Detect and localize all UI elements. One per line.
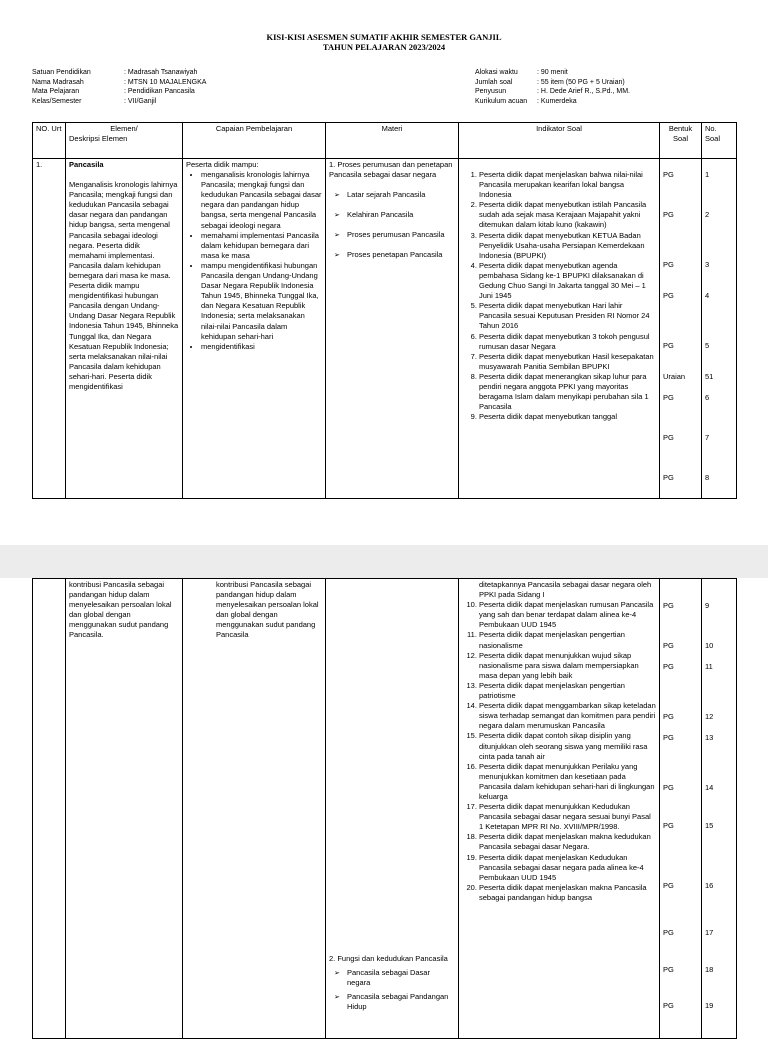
nosoal-value: 10 [705,641,714,650]
header-capaian: Capaian Pembelajaran [183,123,326,159]
indikator-item: 5. Peserta didik dapat menyebutkan Hari lahir Pancasila sesuai Keputusan Presiden RI Nomor 24 Tahun 2016 [479,301,656,331]
bentuk-value: Uraian [663,372,686,382]
indikator-item: 7. Peserta didik dapat menyebutkan Hasil kesepakatan musyawarah Panitia Sembilan BPUPKI [479,352,656,372]
bentuk-cell [660,579,702,1039]
indikator-continued: ditetapkannya Pancasila sebagai dasar negara oleh PPKI pada Sidang I [479,580,652,600]
nosoal-value: 12 [705,712,714,721]
nosoal-value: 16 [705,881,714,890]
meta-left [32,68,206,106]
indikator-item: 4. Peserta didik dapat menyebutkan agenda pembahasa Sidang ke-1 BPUPKI dilaksanakan di Gedung Chuo Sangi In Jakarta tanggal 30 Mei – 1 Juni 1945 [479,261,656,301]
meta-label: Jumlah soal [475,78,513,86]
bentuk-value: PG [663,662,674,671]
materi-cell [326,159,459,499]
materi-cell [326,579,459,1039]
meta-value: : Kumerdeka [537,97,577,105]
materi-item: ➢ Pancasila sebagai Pandangan Hidup [347,992,455,1012]
header-elemen [66,123,183,159]
indikator-cell [459,579,660,1039]
nosoal-value: 11 [705,662,713,671]
bentuk-value: PG [663,210,674,220]
meta-value: : MTSN 10 MAJALENGKA [124,78,207,86]
bentuk-value: PG [663,965,674,974]
capaian-item: • menganalisis kronologis lahirnya Pancasila; mengkaji fungsi dan kedudukan Pancasila sebagai dasar negara dan pandangan hidup bangsa, serta mengenal Pancasila sebagai ideologi negara [201,170,322,231]
indikator-item: 11. Peserta didik dapat menjelaskan pengertian nasionalisme [479,630,656,650]
row-number: 1. [33,159,66,499]
meta-label: Kelas/Semester [32,97,82,105]
header-indikator: Indikator Soal [459,123,660,159]
bentuk-value: PG [663,433,674,443]
bentuk-value: PG [663,783,674,792]
indikator-item: 16. Peserta didik dapat menunjukkan Perilaku yang menunjukkan komitmen dan kesetiaan pada Pancasila dalam kehidupan sehari-hari di lingkungan keluarga [479,762,656,802]
bentuk-value: PG [663,170,674,180]
nosoal-cell [702,159,737,499]
indikator-item: 10. Peserta didik dapat menjelaskan rumusan Pancasila yang sah dan benar terdapat dalam alinea ke-4 Pembukaan UUD 1945 [479,600,656,630]
header-bentuk: Bentuk Soal [660,123,702,159]
meta-label: Satuan Pendidikan [32,69,91,76]
nosoal-value: 9 [705,601,710,610]
bentuk-value: PG [663,393,674,403]
nosoal-cell [702,579,737,1039]
indikator-item: 13. Peserta didik dapat menjelaskan pengertian patriotisme [479,681,656,701]
elemen-title: Pancasila [69,160,104,169]
table-row [33,579,737,1039]
elemen-cell [66,159,183,499]
indikator-cell [459,159,660,499]
bentuk-value: PG [663,1001,674,1010]
meta-value: : 90 menit [537,69,568,76]
materi-item: ➢ Pancasila sebagai Dasar negara [347,968,455,988]
nosoal-value: 7 [705,433,710,443]
nosoal-value: 6 [705,393,710,403]
bentuk-value: PG [663,341,674,351]
capaian-item: • mengidentifikasi [201,342,322,352]
indikator-item: 19. Peserta didik dapat menjelaskan Kedudukan Pancasila sebagai dasar negara pada alinea ke-4 Pembukaan UUD 1945 [479,853,656,883]
capaian-item: • memahami implementasi Pancasila dalam kehidupan bernegara dari masa ke masa [201,231,322,261]
indikator-item: 8. Peserta didik dapat menerangkan sikap luhur para pendiri negara anggota PPKI yang mayoritas beragama Islam dalam menyikapi perubahan sila 1 Pancasila [479,372,656,412]
meta-label: Kurikulum acuan [475,97,528,105]
meta-right [475,68,630,106]
materi-item: ➢ Kelahiran Pancasila [347,210,455,220]
indikator-item: 14. Peserta didik dapat menggambarkan sikap keteladan siswa terhadap semangat dan komitmen para pendiri negara dalam merumuskan Pancasila [479,701,656,731]
nosoal-value: 2 [705,210,710,220]
elemen-description: kontribusi Pancasila sebagai pandangan hidup dalam menyelesaikan persoalan lokal dan global dengan menggunakan sudut pandang Pancasila. [69,580,172,640]
document-subtitle: TAHUN PELAJARAN 2023/2024 [322,42,446,52]
bentuk-value: PG [663,821,674,830]
nosoal-value: 17 [705,928,714,937]
capaian-intro: Peserta didik mampu: [186,160,259,169]
indikator-item: 1. Peserta didik dapat menjelaskan bahwa nilai-nilai Pancasila merupakan kearifan lokal bangsa Indonesia [479,170,656,200]
materi-title: 1. Proses perumusan dan penetapan Pancasila sebagai dasar negara [329,160,453,180]
bentuk-value: PG [663,928,674,937]
header-materi: Materi [326,123,459,159]
meta-value: : 55 item (50 PG + 5 Uraian) [537,78,625,86]
elemen-cell [66,579,183,1039]
bentuk-cell [660,159,702,499]
nosoal-value: 1 [705,170,710,180]
materi-item: ➢ Proses perumusan Pancasila [347,230,455,240]
indikator-item: 20. Peserta didik dapat menjelaskan makna Pancasila sebagai pandangan hidup bangsa [479,883,656,903]
indikator-item: 3. Peserta didik dapat menyebutkan KETUA Badan Penyelidik Usaha-usaha Persiapan Kemerdekaan Indonesia (BPUPKI) [479,231,656,261]
materi-title: 2. Fungsi dan kedudukan Pancasila [329,954,448,963]
page-gap [0,545,768,578]
table-row [33,159,737,499]
capaian-cell [183,159,326,499]
indikator-item: 9. Peserta didik dapat menyebutkan tanggal [479,412,656,422]
nosoal-value: 15 [705,821,714,830]
capaian-cell [183,579,326,1039]
indikator-item: 6. Peserta didik dapat menyebutkan 3 tokoh pengusul rumusan dasar Negara [479,332,656,352]
meta-label: Mata Pelajaran [32,88,80,96]
kisi-table-page-2 [32,578,737,1039]
header-elemen-line2: Deskripsi Elemen [69,134,128,144]
indikator-item: 15. Peserta didik dapat contoh sikap disiplin yang ditunjukkan oleh seorang siswa yang memiliki rasa cinta pada tanah air [479,731,656,761]
indikator-item: 17. Peserta didik dapat menunjukkan Kedudukan Pancasila sebagai dasar negara sesuai bunyi Pasal 1 Ketetapan MPR RI No. XVIII/MPR/1998. [479,802,656,832]
capaian-description: kontribusi Pancasila sebagai pandangan hidup dalam menyelesaikan persoalan lokal dan global dengan menggunakan sudut pandang Pancasila [216,580,319,640]
elemen-description: Menganalisis kronologis lahirnya Pancasila; mengkaji fungsi dan kedudukan Pancasila sebagai dasar negara dan pandangan hidup bangsa, serta mengenal Pancasila sebagai ideologi negara. Peserta didik memahami implementasi. Pancasila dalam kehidupan bernegara dari masa ke masa. Peserta didik mampu mengidentifikasi hubungan Pancasila dengan Undang-Undang Dasar Negara Republik Indonesia Tahun 1945, Bhinneka Tunggal Ika, dan Negara Kesatuan Republik Indonesia; serta melaksanakan nilai-nilai Pancasila dalam kehidupan sehari-hari. Peserta didik mengidentifikasi [69,180,179,391]
nosoal-value: 8 [705,473,710,483]
meta-value: : VII/Ganjil [124,97,157,105]
bentuk-value: PG [663,733,674,742]
header-elemen-line1: Elemen/ [110,124,138,133]
row-number [33,579,66,1039]
meta-label: Penyusun [475,88,507,96]
bentuk-value: PG [663,641,674,650]
indikator-item: 2. Peserta didik dapat menyebutkan istilah Pancasila sudah ada sejak masa Kerajaan Majapahit yakni ditemukan dalam kitab kuno (kakawin) [479,200,656,230]
nosoal-value: 3 [705,260,710,270]
document-title: KISI-KISI ASESMEN SUMATIF AKHIR SEMESTER GANJIL [266,32,502,42]
materi-item: ➢ Latar sejarah Pancasila [347,190,455,200]
nosoal-value: 51 [705,372,714,382]
materi-item: ➢ Proses penetapan Pancasila [347,250,455,260]
meta-value: : H. Dede Arief R., S.Pd., MM. [537,88,630,96]
meta-value: : Pendidikan Pancasila [124,88,195,96]
nosoal-value: 13 [705,733,714,742]
bentuk-value: PG [663,291,674,301]
bentuk-value: PG [663,473,674,483]
nosoal-value: 5 [705,341,710,351]
indikator-item: 18. Peserta didik dapat menjelaskan makna kedudukan Pancasila sebagai dasar Negara. [479,832,656,852]
nosoal-value: 19 [705,1001,714,1010]
bentuk-value: PG [663,712,674,721]
meta-value: : Madrasah Tsanawiyah [124,69,198,76]
kisi-table-page-1 [32,122,737,499]
document-page-2 [0,578,768,1024]
table-header-row [33,123,737,159]
meta-label: Nama Madrasah [32,78,84,86]
bentuk-value: PG [663,601,674,610]
indikator-item: 12. Peserta didik dapat menunjukkan wujud sikap nasionalisme para siswa dalam mempersiapkan masa depan yang lebih baik [479,651,656,681]
nosoal-value: 4 [705,291,710,301]
nosoal-value: 18 [705,965,714,974]
nosoal-value: 14 [705,783,714,792]
bentuk-value: PG [663,881,674,890]
bentuk-value: PG [663,260,674,270]
capaian-item: • mampu mengidentifikasi hubungan Pancasila dengan Undang-Undang Dasar Negara Republik Indonesia Tahun 1945, Bhinneka Tunggal Ika, dan Negara Kesatuan Republik Indonesia; serta melaksanakan nilai-nilai Pancasila dalam kehidupan sehari-hari [201,261,322,342]
header-nosoal: No. Soal [702,123,737,159]
header-no: NO. Urt [33,123,66,159]
meta-label: Alokasi waktu [475,69,518,76]
